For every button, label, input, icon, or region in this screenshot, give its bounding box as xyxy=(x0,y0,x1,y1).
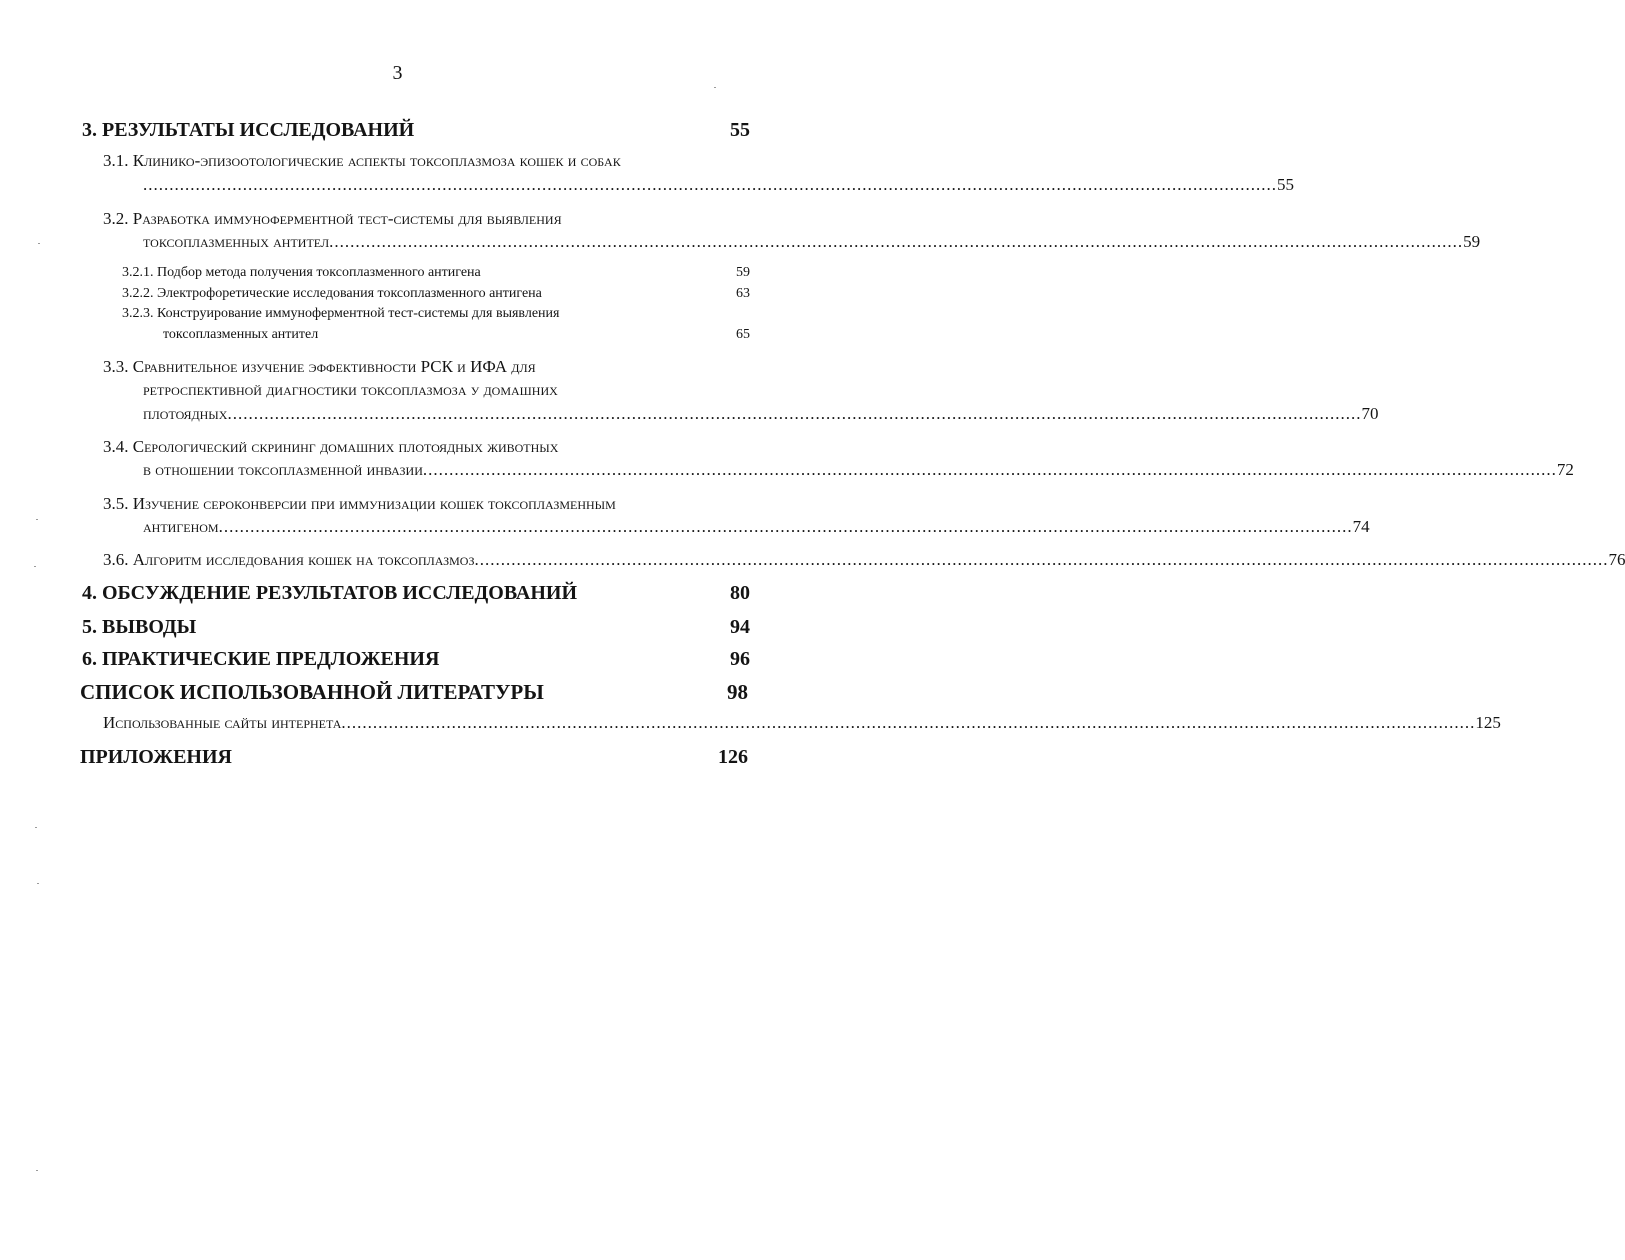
toc-subsection-3-2-3[interactable] xyxy=(122,305,750,322)
toc-section-3-2-leader xyxy=(143,231,1481,253)
toc-chapter-3[interactable] xyxy=(82,118,750,142)
toc-section-3-5[interactable] xyxy=(103,493,753,515)
dot-leader: ........................................................................................................................................................................................................................ xyxy=(329,232,1464,251)
page-number: 3 xyxy=(392,62,403,84)
dot-leader: ........................................................................................................................................................................................................................ xyxy=(227,404,1362,423)
toc-section-3-2-line2: токсоплазменных антител xyxy=(143,232,330,251)
toc-chapter-5-page: 94 xyxy=(730,616,750,638)
toc-chapter-4-page: 80 xyxy=(730,582,750,604)
toc-section-3-3-line3: плотоядных xyxy=(143,404,228,423)
toc-section-3-6-title: 3.6. Алгоритм исследования кошек на токсоплазмоз xyxy=(103,550,475,569)
toc-section-3-1-page: 55 xyxy=(1277,175,1294,194)
dot-leader: ........................................................................................................................................................................................................................ xyxy=(341,713,1476,732)
toc-subsection-3-2-1-title: 3.2.1. Подбор метода получения токсоплазменного антигена xyxy=(122,265,481,280)
scan-speck xyxy=(38,243,40,244)
toc-subsection-3-2-2-page: 63 xyxy=(736,286,750,301)
toc-section-3-3-page: 70 xyxy=(1361,404,1379,423)
toc-subsection-3-2-2-title: 3.2.2. Электрофоретические исследования токсоплазменного антигена xyxy=(122,286,542,301)
toc-section-3-4-line2: в отношении токсоплазменной инвазии xyxy=(143,460,423,479)
toc-sites-page: 125 xyxy=(1475,713,1501,732)
toc-chapter-5[interactable] xyxy=(82,615,750,639)
toc-literature-page: 98 xyxy=(727,680,748,704)
toc-appendices-page: 126 xyxy=(718,746,748,768)
toc-section-3-2-line1: 3.2. Разработка иммуноферментной тест-системы для выявления xyxy=(103,209,562,228)
toc-chapter-3-title: 3. РЕЗУЛЬТАТЫ ИССЛЕДОВАНИЙ xyxy=(82,119,415,141)
toc-subsection-3-2-3-cont xyxy=(163,326,750,343)
toc-chapter-4-title: 4. ОБСУЖДЕНИЕ РЕЗУЛЬТАТОВ ИССЛЕДОВАНИЙ xyxy=(82,582,578,604)
dot-leader: ........................................................................................................................................................................................................................ xyxy=(474,550,1609,569)
toc-literature-title: СПИСОК ИСПОЛЬЗОВАННОЙ ЛИТЕРАТУРЫ xyxy=(80,680,544,704)
dot-leader: ........................................................................................................................................................................................................................ xyxy=(422,460,1557,479)
toc-section-3-5-line1: 3.5. Изучение сероконверсии при иммунизации кошек токсоплазменным xyxy=(103,494,616,513)
toc-literature[interactable] xyxy=(80,680,748,704)
toc-section-3-3[interactable] xyxy=(103,356,753,378)
toc-section-3-2-page: 59 xyxy=(1463,232,1481,251)
toc-chapter-3-page: 55 xyxy=(730,119,750,141)
toc-subsection-3-2-3-line1: 3.2.3. Конструирование иммуноферментной тест-системы для выявления xyxy=(122,306,560,321)
toc-section-3-4-line1: 3.4. Серологический скрининг домашних плотоядных животных xyxy=(103,437,559,456)
toc-appendices-title: ПРИЛОЖЕНИЯ xyxy=(80,746,232,768)
toc-section-3-3-leader xyxy=(143,403,1379,425)
scan-speck xyxy=(36,1170,38,1171)
toc-chapter-6-title: 6. ПРАКТИЧЕСКИЕ ПРЕДЛОЖЕНИЯ xyxy=(82,648,440,670)
toc-chapter-6-page: 96 xyxy=(730,648,750,670)
scan-speck xyxy=(35,827,37,828)
dot-leader: ........................................................................................................................................................................................................................ xyxy=(218,517,1353,536)
toc-section-3-3-line2: ретроспективной диагностики токсоплазмоза у домашних xyxy=(143,380,558,399)
toc-section-3-2[interactable] xyxy=(103,208,753,230)
toc-section-3-5-page: 74 xyxy=(1352,517,1370,536)
scan-speck xyxy=(34,566,36,567)
dot-leader: ........................................................................................................................................................................................................................ xyxy=(143,175,1277,194)
toc-section-3-5-leader xyxy=(143,516,1370,538)
toc-section-3-4-leader xyxy=(143,459,1574,481)
toc-subsection-3-2-1-page: 59 xyxy=(736,265,750,280)
toc-subsection-3-2-3-page: 65 xyxy=(736,327,750,342)
toc-chapter-5-title: 5. ВЫВОДЫ xyxy=(82,616,197,638)
toc-subsection-3-2-2[interactable] xyxy=(122,285,750,302)
toc-chapter-4[interactable] xyxy=(82,581,750,605)
toc-subsection-3-2-3-line2: токсоплазменных антител xyxy=(163,327,319,342)
scan-speck xyxy=(37,883,39,884)
toc-sites-title: Использованные сайты интернета xyxy=(103,713,342,732)
toc-section-3-3-cont xyxy=(143,379,750,401)
scan-speck xyxy=(714,87,716,88)
toc-section-3-4[interactable] xyxy=(103,436,753,458)
toc-section-3-4-page: 72 xyxy=(1556,460,1574,479)
scan-speck xyxy=(36,519,38,520)
toc-chapter-6[interactable] xyxy=(82,647,750,671)
toc-subsection-3-2-1[interactable] xyxy=(122,264,750,281)
toc-section-3-1-leader xyxy=(143,174,1294,196)
toc-section-3-1-line1: 3.1. Клинико-эпизоотологические аспекты токсоплазмоза кошек и собак xyxy=(103,151,621,170)
toc-section-3-6[interactable] xyxy=(103,549,1625,571)
toc-sites[interactable] xyxy=(103,712,1501,734)
toc-section-3-5-line2: антигеном xyxy=(143,517,219,536)
toc-section-3-3-line1: 3.3. Сравнительное изучение эффективности РСК и ИФА для xyxy=(103,357,536,376)
toc-section-3-6-page: 76 xyxy=(1608,550,1625,569)
toc-appendices[interactable] xyxy=(80,745,748,769)
toc-section-3-1[interactable] xyxy=(103,150,753,172)
